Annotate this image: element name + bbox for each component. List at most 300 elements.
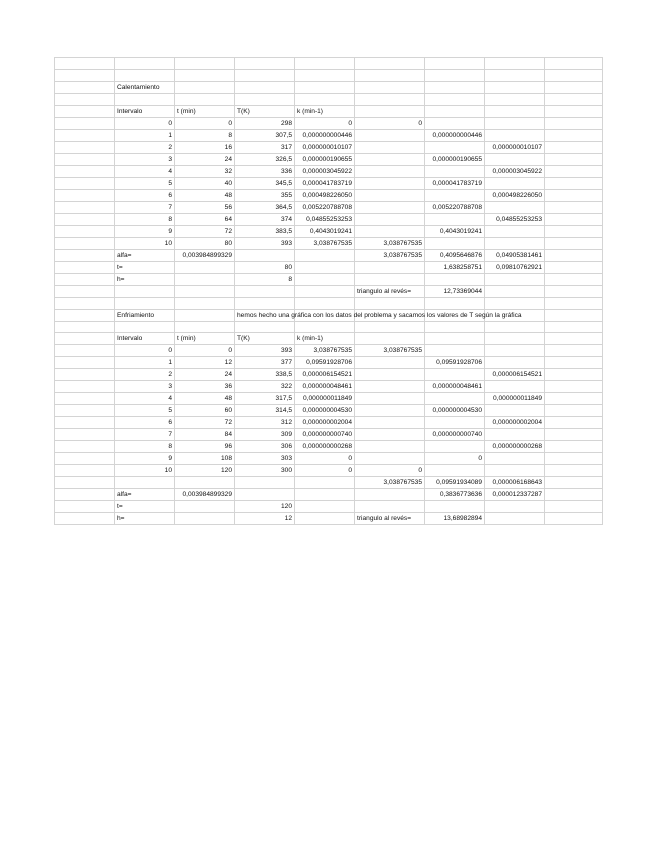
sheet-cell[interactable] bbox=[545, 249, 603, 261]
sheet-cell[interactable] bbox=[485, 225, 545, 237]
sheet-cell[interactable] bbox=[545, 429, 603, 441]
sheet-cell[interactable] bbox=[295, 249, 355, 261]
sheet-cell[interactable] bbox=[545, 93, 603, 105]
sheet-cell[interactable]: t= bbox=[115, 261, 175, 273]
sheet-cell[interactable] bbox=[545, 141, 603, 153]
sheet-cell[interactable]: Enfriamiento bbox=[115, 309, 175, 321]
sheet-cell[interactable] bbox=[175, 513, 235, 525]
sheet-cell[interactable] bbox=[355, 93, 425, 105]
sheet-cell[interactable]: 0,000006168643 bbox=[485, 477, 545, 489]
sheet-cell[interactable] bbox=[295, 273, 355, 285]
sheet-cell[interactable] bbox=[175, 69, 235, 81]
sheet-cell[interactable] bbox=[485, 345, 545, 357]
sheet-cell[interactable] bbox=[55, 333, 115, 345]
sheet-cell[interactable] bbox=[55, 297, 115, 309]
sheet-cell[interactable] bbox=[355, 225, 425, 237]
sheet-cell[interactable] bbox=[55, 93, 115, 105]
sheet-cell[interactable]: 355 bbox=[235, 189, 295, 201]
sheet-cell[interactable] bbox=[295, 489, 355, 501]
sheet-cell[interactable] bbox=[425, 105, 485, 117]
sheet-cell[interactable] bbox=[425, 93, 485, 105]
sheet-cell[interactable]: 6 bbox=[115, 417, 175, 429]
sheet-cell[interactable] bbox=[175, 58, 235, 70]
sheet-cell[interactable] bbox=[55, 441, 115, 453]
sheet-cell[interactable] bbox=[545, 405, 603, 417]
sheet-cell[interactable] bbox=[355, 357, 425, 369]
sheet-cell[interactable]: 24 bbox=[175, 369, 235, 381]
sheet-cell[interactable]: 303 bbox=[235, 453, 295, 465]
sheet-cell[interactable]: 317 bbox=[235, 141, 295, 153]
sheet-cell[interactable] bbox=[55, 417, 115, 429]
sheet-cell[interactable] bbox=[485, 69, 545, 81]
sheet-cell[interactable] bbox=[175, 273, 235, 285]
sheet-cell[interactable]: 300 bbox=[235, 465, 295, 477]
sheet-cell[interactable] bbox=[545, 58, 603, 70]
sheet-cell[interactable] bbox=[235, 489, 295, 501]
sheet-cell[interactable] bbox=[55, 465, 115, 477]
sheet-cell[interactable] bbox=[425, 117, 485, 129]
sheet-cell[interactable] bbox=[425, 213, 485, 225]
sheet-cell[interactable]: 9 bbox=[115, 225, 175, 237]
sheet-cell[interactable] bbox=[55, 489, 115, 501]
sheet-cell[interactable]: 322 bbox=[235, 381, 295, 393]
sheet-cell[interactable]: 10 bbox=[115, 465, 175, 477]
sheet-cell[interactable]: 0,09810762921 bbox=[485, 261, 545, 273]
sheet-cell[interactable] bbox=[485, 129, 545, 141]
sheet-cell[interactable]: 7 bbox=[115, 201, 175, 213]
sheet-cell[interactable] bbox=[545, 261, 603, 273]
sheet-cell[interactable]: 64 bbox=[175, 213, 235, 225]
sheet-cell[interactable] bbox=[355, 81, 425, 93]
sheet-cell[interactable]: 0,003984899329 bbox=[175, 249, 235, 261]
sheet-cell[interactable] bbox=[55, 58, 115, 70]
sheet-cell[interactable]: 5 bbox=[115, 177, 175, 189]
sheet-cell[interactable] bbox=[485, 153, 545, 165]
sheet-cell[interactable] bbox=[425, 345, 485, 357]
sheet-cell[interactable]: 7 bbox=[115, 429, 175, 441]
sheet-cell[interactable] bbox=[485, 177, 545, 189]
sheet-cell[interactable]: alfa= bbox=[115, 249, 175, 261]
sheet-cell[interactable] bbox=[545, 393, 603, 405]
sheet-cell[interactable]: 2 bbox=[115, 141, 175, 153]
sheet-cell[interactable]: t (min) bbox=[175, 105, 235, 117]
sheet-cell[interactable] bbox=[485, 117, 545, 129]
sheet-cell[interactable] bbox=[55, 477, 115, 489]
sheet-cell[interactable] bbox=[55, 105, 115, 117]
sheet-cell[interactable]: 312 bbox=[235, 417, 295, 429]
sheet-cell[interactable] bbox=[545, 177, 603, 189]
sheet-cell[interactable]: 0 bbox=[115, 117, 175, 129]
sheet-cell[interactable] bbox=[545, 501, 603, 513]
sheet-cell[interactable]: k (min-1) bbox=[295, 105, 355, 117]
sheet-cell[interactable]: 0,000041783719 bbox=[295, 177, 355, 189]
sheet-cell[interactable]: 60 bbox=[175, 405, 235, 417]
sheet-cell[interactable]: 0,000003045922 bbox=[295, 165, 355, 177]
sheet-cell[interactable] bbox=[55, 381, 115, 393]
sheet-cell[interactable] bbox=[545, 117, 603, 129]
sheet-cell[interactable] bbox=[235, 321, 295, 333]
sheet-cell[interactable] bbox=[175, 321, 235, 333]
sheet-cell[interactable] bbox=[175, 477, 235, 489]
sheet-cell[interactable] bbox=[355, 273, 425, 285]
sheet-cell[interactable] bbox=[545, 465, 603, 477]
sheet-cell[interactable]: 0,000000000446 bbox=[295, 129, 355, 141]
sheet-cell[interactable] bbox=[115, 321, 175, 333]
sheet-cell[interactable]: 72 bbox=[175, 225, 235, 237]
sheet-cell[interactable] bbox=[425, 58, 485, 70]
sheet-cell[interactable] bbox=[485, 273, 545, 285]
sheet-cell[interactable] bbox=[545, 417, 603, 429]
sheet-cell[interactable] bbox=[485, 453, 545, 465]
sheet-cell[interactable] bbox=[545, 165, 603, 177]
sheet-cell[interactable] bbox=[545, 345, 603, 357]
sheet-cell[interactable] bbox=[545, 237, 603, 249]
sheet-cell[interactable] bbox=[55, 273, 115, 285]
sheet-cell[interactable]: 0 bbox=[295, 453, 355, 465]
sheet-cell[interactable] bbox=[235, 93, 295, 105]
sheet-cell[interactable]: 12 bbox=[235, 513, 295, 525]
sheet-cell[interactable] bbox=[295, 81, 355, 93]
sheet-cell[interactable]: 48 bbox=[175, 189, 235, 201]
sheet-cell[interactable]: 306 bbox=[235, 441, 295, 453]
sheet-cell[interactable] bbox=[55, 369, 115, 381]
sheet-cell[interactable]: 3,038767535 bbox=[295, 345, 355, 357]
sheet-cell[interactable] bbox=[55, 165, 115, 177]
sheet-cell[interactable] bbox=[485, 405, 545, 417]
sheet-cell[interactable] bbox=[55, 405, 115, 417]
sheet-cell[interactable] bbox=[355, 58, 425, 70]
sheet-cell[interactable] bbox=[485, 93, 545, 105]
sheet-cell[interactable] bbox=[115, 69, 175, 81]
sheet-cell[interactable]: 0,000498226050 bbox=[295, 189, 355, 201]
sheet-cell[interactable] bbox=[355, 321, 425, 333]
sheet-cell[interactable] bbox=[545, 153, 603, 165]
sheet-cell[interactable] bbox=[115, 297, 175, 309]
sheet-cell[interactable] bbox=[355, 429, 425, 441]
sheet-cell[interactable] bbox=[485, 81, 545, 93]
sheet-cell[interactable]: 13,68982894 bbox=[425, 513, 485, 525]
sheet-cell[interactable] bbox=[355, 165, 425, 177]
sheet-cell[interactable] bbox=[235, 69, 295, 81]
sheet-cell[interactable]: 3 bbox=[115, 381, 175, 393]
sheet-cell[interactable] bbox=[55, 309, 115, 321]
sheet-cell[interactable] bbox=[485, 501, 545, 513]
sheet-cell[interactable] bbox=[355, 153, 425, 165]
sheet-cell[interactable]: 0,000000000268 bbox=[295, 441, 355, 453]
sheet-cell[interactable]: Calentamiento bbox=[115, 81, 175, 93]
sheet-cell[interactable]: 0,000000004530 bbox=[295, 405, 355, 417]
sheet-cell[interactable] bbox=[485, 357, 545, 369]
sheet-cell[interactable]: 0,09591928706 bbox=[295, 357, 355, 369]
sheet-cell[interactable] bbox=[355, 297, 425, 309]
sheet-cell[interactable] bbox=[425, 297, 485, 309]
sheet-cell[interactable] bbox=[235, 58, 295, 70]
sheet-cell[interactable]: 345,5 bbox=[235, 177, 295, 189]
sheet-cell[interactable] bbox=[425, 81, 485, 93]
sheet-cell[interactable]: 0,4043019241 bbox=[425, 225, 485, 237]
sheet-cell[interactable]: 108 bbox=[175, 453, 235, 465]
sheet-cell[interactable]: 0,04855253253 bbox=[295, 213, 355, 225]
sheet-cell[interactable]: 120 bbox=[235, 501, 295, 513]
sheet-cell[interactable]: 4 bbox=[115, 165, 175, 177]
sheet-cell[interactable] bbox=[485, 285, 545, 297]
sheet-cell[interactable] bbox=[545, 309, 603, 321]
sheet-cell[interactable] bbox=[545, 225, 603, 237]
sheet-cell[interactable]: t (min) bbox=[175, 333, 235, 345]
sheet-cell[interactable]: 80 bbox=[235, 261, 295, 273]
sheet-cell[interactable] bbox=[545, 201, 603, 213]
sheet-cell[interactable] bbox=[545, 189, 603, 201]
sheet-cell[interactable]: 8 bbox=[235, 273, 295, 285]
sheet-cell[interactable] bbox=[295, 58, 355, 70]
sheet-cell[interactable] bbox=[545, 381, 603, 393]
sheet-cell[interactable] bbox=[545, 129, 603, 141]
sheet-cell[interactable] bbox=[425, 501, 485, 513]
sheet-cell[interactable] bbox=[485, 321, 545, 333]
sheet-cell[interactable]: 314,5 bbox=[235, 405, 295, 417]
sheet-cell[interactable] bbox=[55, 141, 115, 153]
sheet-cell[interactable]: 24 bbox=[175, 153, 235, 165]
sheet-cell[interactable]: 56 bbox=[175, 201, 235, 213]
sheet-cell[interactable]: 0,09591928706 bbox=[425, 357, 485, 369]
sheet-cell[interactable]: triangulo al revés= bbox=[355, 285, 425, 297]
sheet-cell[interactable] bbox=[295, 285, 355, 297]
sheet-cell[interactable]: 307,5 bbox=[235, 129, 295, 141]
sheet-cell[interactable] bbox=[355, 141, 425, 153]
sheet-cell[interactable]: 393 bbox=[235, 345, 295, 357]
sheet-cell[interactable] bbox=[355, 189, 425, 201]
sheet-cell[interactable]: 0,000000010107 bbox=[485, 141, 545, 153]
sheet-cell[interactable] bbox=[425, 333, 485, 345]
sheet-cell[interactable] bbox=[115, 477, 175, 489]
sheet-cell[interactable] bbox=[55, 453, 115, 465]
sheet-cell[interactable]: 0 bbox=[175, 117, 235, 129]
sheet-cell[interactable] bbox=[235, 477, 295, 489]
sheet-cell[interactable]: Intervalo bbox=[115, 105, 175, 117]
sheet-cell[interactable] bbox=[55, 69, 115, 81]
sheet-cell[interactable]: 0,005220788708 bbox=[425, 201, 485, 213]
sheet-cell[interactable]: 0,000000048461 bbox=[295, 381, 355, 393]
sheet-cell[interactable] bbox=[55, 81, 115, 93]
sheet-cell[interactable] bbox=[235, 249, 295, 261]
sheet-cell[interactable]: 8 bbox=[115, 213, 175, 225]
sheet-cell[interactable]: 0,000000011849 bbox=[485, 393, 545, 405]
sheet-cell[interactable] bbox=[295, 69, 355, 81]
sheet-cell[interactable] bbox=[425, 273, 485, 285]
sheet-cell[interactable] bbox=[295, 513, 355, 525]
sheet-cell[interactable] bbox=[175, 285, 235, 297]
sheet-cell[interactable] bbox=[55, 285, 115, 297]
sheet-cell[interactable] bbox=[355, 369, 425, 381]
sheet-cell[interactable] bbox=[55, 177, 115, 189]
sheet-cell[interactable] bbox=[545, 81, 603, 93]
sheet-cell[interactable] bbox=[235, 297, 295, 309]
sheet-cell[interactable] bbox=[355, 441, 425, 453]
sheet-cell[interactable]: 326,5 bbox=[235, 153, 295, 165]
sheet-cell[interactable]: 96 bbox=[175, 441, 235, 453]
sheet-cell[interactable]: 6 bbox=[115, 189, 175, 201]
sheet-cell[interactable]: 12 bbox=[175, 357, 235, 369]
sheet-cell[interactable] bbox=[55, 153, 115, 165]
sheet-cell[interactable] bbox=[485, 465, 545, 477]
sheet-cell[interactable]: 8 bbox=[115, 441, 175, 453]
sheet-cell[interactable]: 0 bbox=[295, 465, 355, 477]
sheet-cell[interactable]: 377 bbox=[235, 357, 295, 369]
sheet-cell[interactable] bbox=[545, 441, 603, 453]
sheet-cell[interactable] bbox=[545, 333, 603, 345]
sheet-cell[interactable]: 0,000498226050 bbox=[485, 189, 545, 201]
sheet-cell[interactable] bbox=[425, 393, 485, 405]
sheet-cell[interactable]: 3,038767535 bbox=[355, 477, 425, 489]
sheet-cell[interactable]: 0,000000000268 bbox=[485, 441, 545, 453]
sheet-cell[interactable] bbox=[355, 393, 425, 405]
sheet-cell[interactable]: 0 bbox=[115, 345, 175, 357]
sheet-cell[interactable] bbox=[355, 333, 425, 345]
sheet-cell[interactable] bbox=[425, 417, 485, 429]
sheet-cell[interactable] bbox=[425, 369, 485, 381]
sheet-cell[interactable] bbox=[115, 93, 175, 105]
sheet-cell[interactable]: 12,73369044 bbox=[425, 285, 485, 297]
sheet-cell[interactable]: 0,09591934089 bbox=[425, 477, 485, 489]
sheet-cell[interactable] bbox=[295, 501, 355, 513]
sheet-cell[interactable]: 0,000000190655 bbox=[425, 153, 485, 165]
sheet-cell[interactable]: 10 bbox=[115, 237, 175, 249]
sheet-cell[interactable] bbox=[545, 105, 603, 117]
sheet-cell[interactable] bbox=[55, 261, 115, 273]
sheet-cell[interactable] bbox=[425, 465, 485, 477]
sheet-cell[interactable]: 120 bbox=[175, 465, 235, 477]
sheet-cell[interactable] bbox=[545, 369, 603, 381]
sheet-cell[interactable]: 4 bbox=[115, 393, 175, 405]
sheet-cell[interactable]: 0,000000004530 bbox=[425, 405, 485, 417]
sheet-cell[interactable]: 1,638258751 bbox=[425, 261, 485, 273]
sheet-cell[interactable]: 0,3836773636 bbox=[425, 489, 485, 501]
sheet-cell[interactable]: 1 bbox=[115, 129, 175, 141]
sheet-cell[interactable] bbox=[545, 69, 603, 81]
sheet-cell[interactable] bbox=[175, 297, 235, 309]
sheet-cell[interactable] bbox=[295, 93, 355, 105]
sheet-cell[interactable] bbox=[485, 105, 545, 117]
sheet-cell[interactable]: T(K) bbox=[235, 333, 295, 345]
sheet-cell[interactable] bbox=[425, 165, 485, 177]
sheet-cell[interactable] bbox=[485, 201, 545, 213]
sheet-cell[interactable] bbox=[295, 321, 355, 333]
sheet-cell[interactable]: 0,000000190655 bbox=[295, 153, 355, 165]
sheet-cell[interactable]: hemos hecho una gráfica con los datos del problema y sacamos los valores de T según la gráfica bbox=[235, 309, 295, 321]
sheet-cell[interactable]: 0 bbox=[355, 465, 425, 477]
sheet-cell[interactable]: 9 bbox=[115, 453, 175, 465]
sheet-cell[interactable] bbox=[485, 381, 545, 393]
sheet-cell[interactable]: k (min-1) bbox=[295, 333, 355, 345]
sheet-cell[interactable]: 2 bbox=[115, 369, 175, 381]
sheet-cell[interactable] bbox=[175, 309, 235, 321]
sheet-cell[interactable] bbox=[355, 501, 425, 513]
sheet-cell[interactable] bbox=[295, 261, 355, 273]
sheet-cell[interactable] bbox=[175, 81, 235, 93]
sheet-cell[interactable] bbox=[355, 405, 425, 417]
sheet-cell[interactable] bbox=[425, 321, 485, 333]
sheet-cell[interactable] bbox=[55, 129, 115, 141]
sheet-cell[interactable] bbox=[175, 93, 235, 105]
sheet-cell[interactable] bbox=[55, 249, 115, 261]
sheet-cell[interactable]: 3,038767535 bbox=[355, 237, 425, 249]
sheet-cell[interactable] bbox=[115, 58, 175, 70]
sheet-cell[interactable]: 0,000006154521 bbox=[295, 369, 355, 381]
sheet-cell[interactable]: 0,000000002004 bbox=[485, 417, 545, 429]
sheet-cell[interactable] bbox=[55, 501, 115, 513]
sheet-cell[interactable]: h= bbox=[115, 273, 175, 285]
sheet-cell[interactable]: 3 bbox=[115, 153, 175, 165]
sheet-cell[interactable] bbox=[355, 489, 425, 501]
sheet-cell[interactable] bbox=[545, 321, 603, 333]
sheet-cell[interactable]: triangulo al revés= bbox=[355, 513, 425, 525]
sheet-cell[interactable] bbox=[295, 477, 355, 489]
sheet-cell[interactable] bbox=[545, 285, 603, 297]
sheet-cell[interactable] bbox=[235, 81, 295, 93]
sheet-cell[interactable] bbox=[235, 285, 295, 297]
sheet-cell[interactable]: 0,000000000740 bbox=[295, 429, 355, 441]
sheet-cell[interactable]: 0,000000002004 bbox=[295, 417, 355, 429]
sheet-cell[interactable] bbox=[175, 501, 235, 513]
sheet-cell[interactable]: 393 bbox=[235, 237, 295, 249]
sheet-cell[interactable]: 0,000000000446 bbox=[425, 129, 485, 141]
sheet-cell[interactable]: 383,5 bbox=[235, 225, 295, 237]
sheet-cell[interactable] bbox=[485, 513, 545, 525]
sheet-cell[interactable] bbox=[485, 58, 545, 70]
sheet-cell[interactable]: 317,5 bbox=[235, 393, 295, 405]
sheet-cell[interactable] bbox=[425, 237, 485, 249]
sheet-cell[interactable] bbox=[425, 189, 485, 201]
sheet-cell[interactable]: 0,000003045922 bbox=[485, 165, 545, 177]
sheet-cell[interactable] bbox=[55, 429, 115, 441]
sheet-cell[interactable]: 48 bbox=[175, 393, 235, 405]
sheet-cell[interactable]: 72 bbox=[175, 417, 235, 429]
sheet-cell[interactable]: 80 bbox=[175, 237, 235, 249]
sheet-cell[interactable] bbox=[55, 117, 115, 129]
sheet-cell[interactable]: 0,000000000740 bbox=[425, 429, 485, 441]
sheet-cell[interactable] bbox=[295, 297, 355, 309]
sheet-cell[interactable] bbox=[545, 513, 603, 525]
sheet-cell[interactable] bbox=[485, 333, 545, 345]
sheet-cell[interactable]: h= bbox=[115, 513, 175, 525]
sheet-cell[interactable]: 298 bbox=[235, 117, 295, 129]
sheet-cell[interactable] bbox=[55, 321, 115, 333]
sheet-cell[interactable] bbox=[55, 345, 115, 357]
sheet-cell[interactable] bbox=[355, 177, 425, 189]
sheet-cell[interactable] bbox=[355, 201, 425, 213]
sheet-cell[interactable] bbox=[545, 489, 603, 501]
sheet-cell[interactable] bbox=[355, 453, 425, 465]
sheet-cell[interactable] bbox=[545, 297, 603, 309]
sheet-cell[interactable]: 40 bbox=[175, 177, 235, 189]
sheet-cell[interactable]: Intervalo bbox=[115, 333, 175, 345]
sheet-cell[interactable]: 0,003984899329 bbox=[175, 489, 235, 501]
sheet-cell[interactable] bbox=[355, 261, 425, 273]
sheet-cell[interactable] bbox=[55, 237, 115, 249]
sheet-cell[interactable]: 336 bbox=[235, 165, 295, 177]
sheet-cell[interactable] bbox=[545, 273, 603, 285]
sheet-cell[interactable] bbox=[355, 105, 425, 117]
sheet-cell[interactable]: 0,000006154521 bbox=[485, 369, 545, 381]
sheet-cell[interactable] bbox=[355, 69, 425, 81]
sheet-cell[interactable]: 309 bbox=[235, 429, 295, 441]
sheet-cell[interactable]: 0,005220788708 bbox=[295, 201, 355, 213]
sheet-cell[interactable]: 0,000000048461 bbox=[425, 381, 485, 393]
sheet-cell[interactable] bbox=[55, 357, 115, 369]
sheet-cell[interactable] bbox=[485, 297, 545, 309]
sheet-cell[interactable] bbox=[55, 201, 115, 213]
sheet-cell[interactable] bbox=[355, 417, 425, 429]
